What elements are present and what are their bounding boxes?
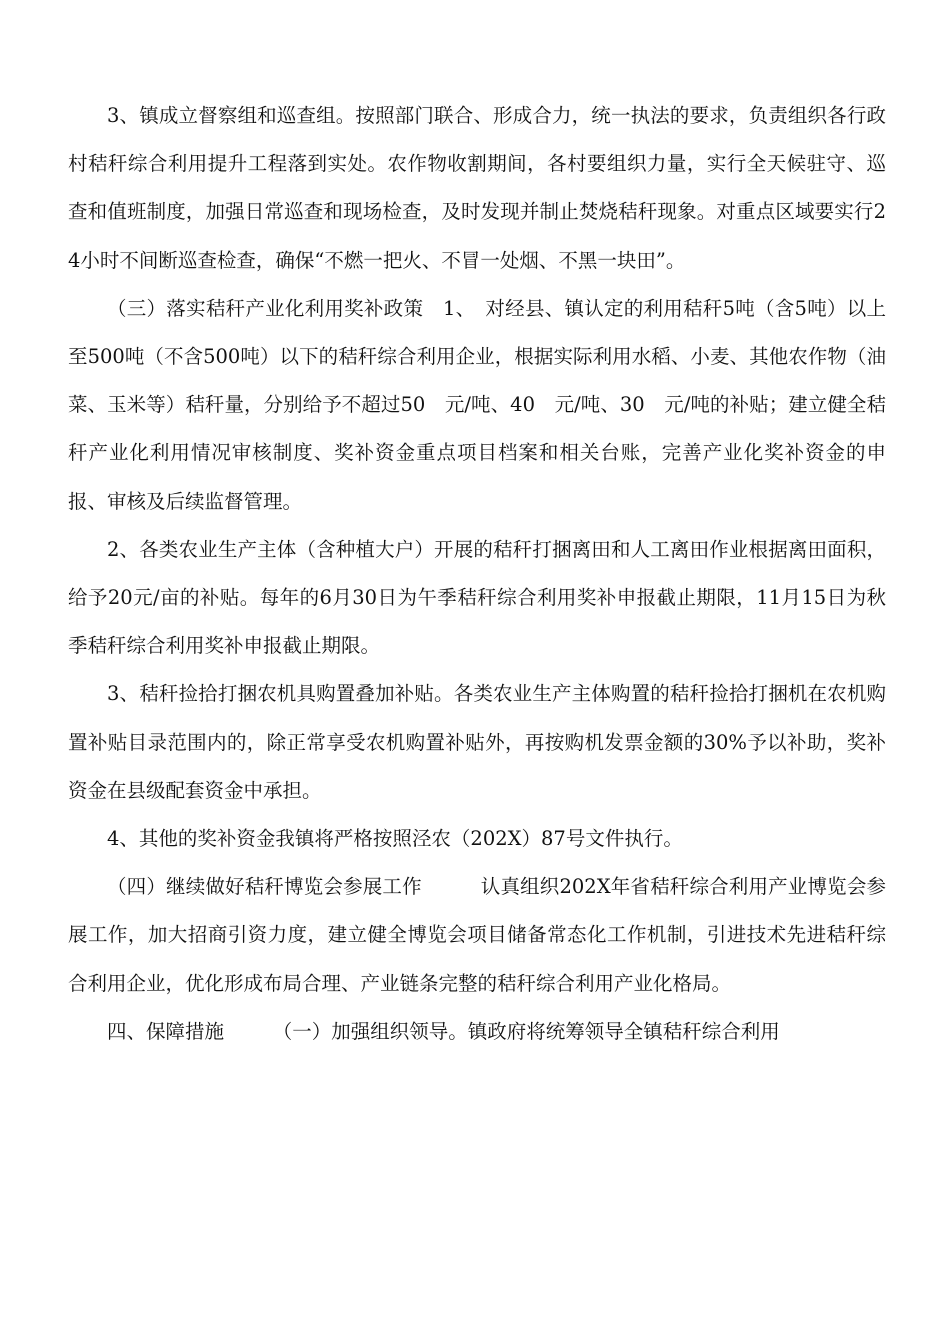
paragraph-safeguard-measures: 四、保障措施 （一）加强组织领导。镇政府将统筹领导全镇秸秆综合利用 — [107, 1019, 780, 1043]
paragraph-expo-participation: （四）继续做好秸秆博览会参展工作 认真组织202X年省秸秆综合利用产业博览会参展工作，加大招商引资力度，建立健全博览会项目储备常态化工作机制，引进技术先进秸秆综合利用企业，优化形成布局合理、产业链条完整的秸秆综合利用产业化格局。 — [68, 875, 886, 995]
paragraph-baling-subsidy: 2、各类农业生产主体（含种植大户）开展的秸秆打捆离田和人工离田作业根据离田面积，给予20元/亩的补贴。每年的6月30日为午季秸秆综合利用奖补申报截止期限，11月15日为秋季秸秆综合利用奖补申报截止期限。 — [68, 537, 886, 658]
paragraph-subsidy-policy: （三）落实秸秆产业化利用奖补政策 1、 对经县、镇认定的利用秸秆5吨（含5吨）以上至500吨（不含500吨）以下的秸秆综合利用企业，根据实际利用水稻、小麦、其他农作物（油菜、玉米等）秸秆量，分别给予不超过50 元/吨、40 元/吨、30 元/吨的补贴；建立健全秸秆产业化利用情况审核制度、奖补资金重点项目档案和相关台账，完善产业化奖补资金的申报、审核及后续监督管理。 — [68, 296, 886, 513]
paragraph-inspection-group: 3、镇成立督察组和巡查组。按照部门联合、形成合力，统一执法的要求，负责组织各行政村秸秆综合利用提升工程落到实处。农作物收割期间，各村要组织力量，实行全天候驻守、巡查和值班制度，加强日常巡查和现场检查，及时发现并制止焚烧秸秆现象。对重点区域要实行24小时不间断巡查检查，确保“不燃一把火、不冒一处烟、不黑一块田”。 — [68, 104, 886, 272]
paragraph-machinery-subsidy: 3、秸秆捡拾打捆农机具购置叠加补贴。各类农业生产主体购置的秸秆捡拾打捆机在农机购置补贴目录范围内的，除正常享受农机购置补贴外，再按购机发票金额的30%予以补助，奖补资金在县级配套资金中承担。 — [68, 682, 886, 802]
document-body — [68, 92, 886, 1056]
paragraph-other-subsidies: 4、其他的奖补资金我镇将严格按照泾农（202X）87号文件执行。 — [107, 827, 683, 851]
